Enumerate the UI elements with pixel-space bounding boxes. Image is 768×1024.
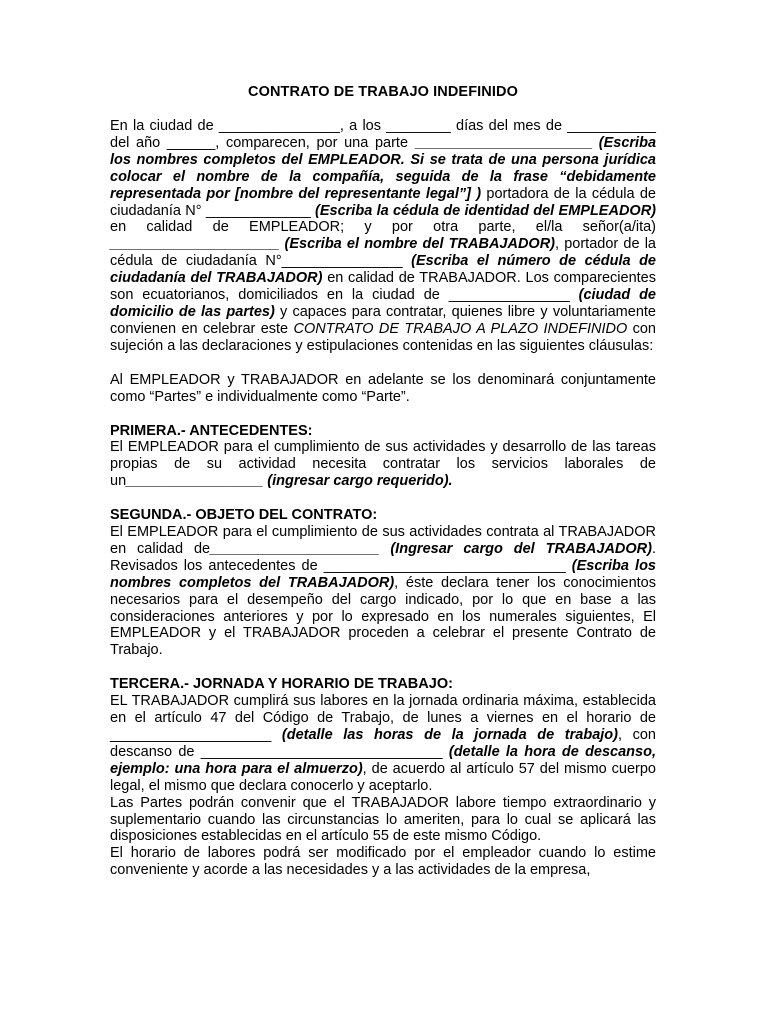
employer-name-instruction: (Escriba los nombres completos del EMPLEADOR. Si se trata de una persona jurídica colocar el nombre de la compañía, seguida de la frase “debidamente representada por [nombre del representante legal”] )	[110, 134, 657, 202]
clause-primera-heading: PRIMERA.- ANTECEDENTES:	[110, 422, 313, 439]
intro-text-3: en calidad de EMPLEADOR; y por otra parte, el/la señor(a/ita)	[110, 219, 656, 236]
overtime-paragraph: Las Partes podrán convenir que el TRABAJADOR labore tiempo extraordinario y suplementario cuando las circunstancias lo ameriten, para lo cual se aplicará las disposiciones establecidas en el artículo 55 de este mismo Código.	[110, 794, 656, 845]
intro-text-2: portadora de la cédula de ciudadanía N° _____________	[110, 185, 656, 219]
schedule-change-paragraph: El horario de labores podrá ser modificado por el empleador cuando lo estime conveniente y acorde a las necesidades y a las actividades de la empresa,	[110, 845, 656, 879]
intro-text-4: , portador de la cédula de ciudadanía N°_______________	[110, 236, 656, 270]
worker-position-instruction: _____________________ (Ingresar cargo del TRABAJADOR)	[210, 540, 652, 557]
intro-text-5: en calidad de TRABAJADOR. Los comparecientes son ecuatorianos, domiciliados en la ciudad de _______________	[110, 270, 656, 304]
required-position-instruction: _________________ (ingresar cargo requerido).	[126, 473, 453, 490]
employer-name-blank: ______________________	[414, 134, 593, 151]
clause-segunda-heading: SEGUNDA.- OBJETO DEL CONTRATO:	[110, 507, 378, 524]
tercera-text-1: EL TRABAJADOR cumplirá sus labores en la jornada ordinaria máxima, establecida en el artículo 47 del Código de Trabajo, de lunes a viernes en el horario de ____________________	[110, 693, 656, 743]
intro-text-7: con sujeción a las declaraciones y estipulaciones contenidas en las siguientes cláusulas:	[110, 320, 656, 354]
segunda-text-1: El EMPLEADOR para el cumplimiento de sus actividades contrata al TRABAJADOR en calidad de	[110, 524, 656, 557]
document-title: CONTRATO DE TRABAJO INDEFINIDO	[248, 84, 518, 100]
work-hours-instruction: (detalle las horas de la jornada de trabajo)	[281, 727, 618, 743]
clause-tercera-heading: TERCERA.- JORNADA Y HORARIO DE TRABAJO:	[110, 676, 453, 693]
rest-time-instruction: (detalle la hora de descanso, ejemplo: una hora para el almuerzo)	[110, 743, 656, 777]
parties-paragraph: Al EMPLEADOR y TRABAJADOR en adelante se los denominará conjuntamente como “Partes” e individualmente como “Parte”.	[110, 371, 656, 405]
intro-text-1: En la ciudad de _______________, a los ________ días del mes de ___________ del año ______, comparecen, por una parte	[110, 118, 656, 151]
intro-paragraph	[110, 118, 656, 355]
employer-id-instruction: (Escriba la cédula de identidad del EMPLEADOR)	[315, 202, 656, 219]
city-instruction: (ciudad de domicilio de las partes)	[110, 287, 656, 320]
intro-text-6: y capaces para contratar, quienes libre y voluntariamente convienen en celebrar este	[110, 303, 656, 337]
tercera-text-3: , de acuerdo al artículo 57 del mismo cuerpo legal, el mismo que declara conocerlo y aceptarlo.	[110, 760, 656, 794]
clause-tercera-body	[110, 693, 656, 794]
segunda-text-3: , éste declara tener los conocimientos necesarios para el desempeño del cargo indicado, por lo que en base a las consideraciones anteriores y por lo expresado en los numerales siguientes, El EMPLEADOR y el TRABAJADOR proceden a celebrar el presente Contrato de Trabajo.	[110, 574, 656, 659]
tercera-text-2: , con descanso de ______________________________	[110, 727, 656, 760]
clause-primera-body	[110, 439, 656, 490]
segunda-text-2: . Revisados los antecedentes de ______________________________	[110, 540, 657, 574]
clause-segunda-body	[110, 524, 656, 659]
worker-name-instruction: _____________________ (Escriba el nombre del TRABAJADOR)	[110, 236, 555, 253]
worker-fullname-instruction: (Escriba los nombres completos del TRABAJADOR)	[110, 557, 656, 591]
primera-text: El EMPLEADOR para el cumplimiento de sus actividades y desarrollo de las tareas propias de su actividad necesita contratar los servicios laborales de un	[110, 439, 656, 490]
worker-id-instruction: (Escriba el número de cédula de ciudadanía del TRABAJADOR)	[110, 253, 656, 287]
contract-type-name: CONTRATO DE TRABAJO A PLAZO INDEFINIDO	[293, 320, 628, 337]
